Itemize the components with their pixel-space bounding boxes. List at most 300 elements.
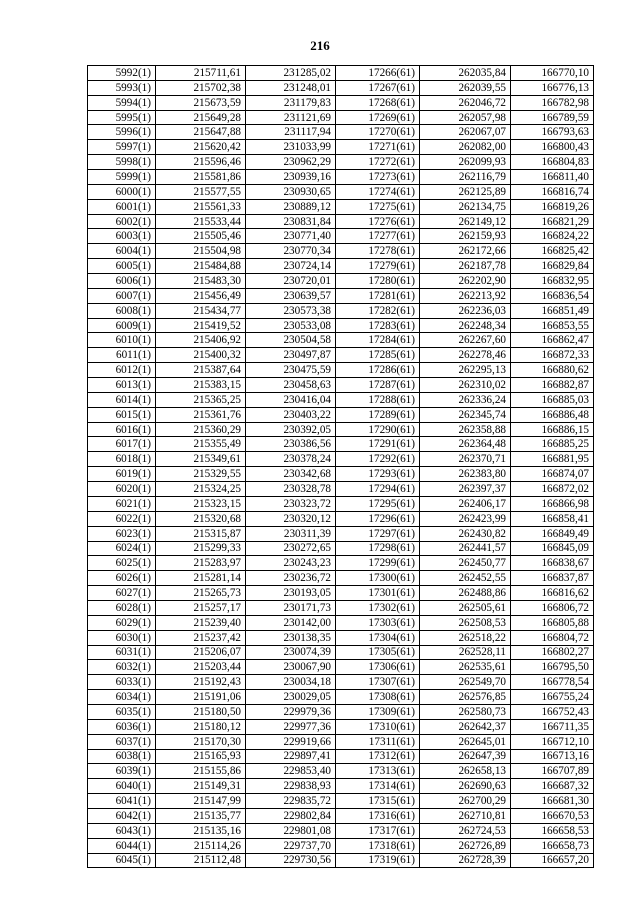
x-coordinate-cell: 262397,37 <box>420 482 511 497</box>
y-coordinate-cell: 230243,23 <box>246 556 336 571</box>
point-id-cell: 17285(61) <box>336 348 420 363</box>
table-row <box>88 229 594 244</box>
y-coordinate-cell: 166881,95 <box>511 452 594 467</box>
table-row <box>88 496 594 511</box>
point-id-cell: 17319(61) <box>336 853 420 868</box>
x-coordinate-cell: 215649,28 <box>156 110 246 125</box>
x-coordinate-cell: 215504,98 <box>156 244 246 259</box>
x-coordinate-cell: 262441,57 <box>420 541 511 556</box>
point-id-cell: 6015(1) <box>88 407 156 422</box>
y-coordinate-cell: 230771,40 <box>246 229 336 244</box>
table-row <box>88 704 594 719</box>
x-coordinate-cell: 262452,55 <box>420 571 511 586</box>
x-coordinate-cell: 215180,12 <box>156 719 246 734</box>
x-coordinate-cell: 262039,55 <box>420 80 511 95</box>
y-coordinate-cell: 166657,20 <box>511 853 594 868</box>
x-coordinate-cell: 215170,30 <box>156 734 246 749</box>
table-row <box>88 600 594 615</box>
y-coordinate-cell: 229802,84 <box>246 808 336 823</box>
point-id-cell: 17307(61) <box>336 675 420 690</box>
page-number: 216 <box>310 38 330 53</box>
table-row <box>88 630 594 645</box>
point-id-cell: 6017(1) <box>88 437 156 452</box>
y-coordinate-cell: 166821,29 <box>511 214 594 229</box>
y-coordinate-cell: 166800,43 <box>511 140 594 155</box>
y-coordinate-cell: 230193,05 <box>246 586 336 601</box>
point-id-cell: 17300(61) <box>336 571 420 586</box>
table-row <box>88 645 594 660</box>
y-coordinate-cell: 166853,55 <box>511 318 594 333</box>
point-id-cell: 17315(61) <box>336 794 420 809</box>
point-id-cell: 6020(1) <box>88 482 156 497</box>
point-id-cell: 17272(61) <box>336 155 420 170</box>
point-id-cell: 17276(61) <box>336 214 420 229</box>
x-coordinate-cell: 262724,53 <box>420 823 511 838</box>
y-coordinate-cell: 230342,68 <box>246 467 336 482</box>
point-id-cell: 5996(1) <box>88 125 156 140</box>
point-id-cell: 17274(61) <box>336 184 420 199</box>
x-coordinate-cell: 262505,61 <box>420 600 511 615</box>
x-coordinate-cell: 262726,89 <box>420 838 511 853</box>
y-coordinate-cell: 230504,58 <box>246 333 336 348</box>
table-row <box>88 288 594 303</box>
y-coordinate-cell: 231117,94 <box>246 125 336 140</box>
x-coordinate-cell: 262645,01 <box>420 734 511 749</box>
y-coordinate-cell: 229979,36 <box>246 704 336 719</box>
y-coordinate-cell: 166872,02 <box>511 482 594 497</box>
y-coordinate-cell: 166880,62 <box>511 363 594 378</box>
point-id-cell: 6010(1) <box>88 333 156 348</box>
x-coordinate-cell: 262508,53 <box>420 615 511 630</box>
y-coordinate-cell: 230272,65 <box>246 541 336 556</box>
y-coordinate-cell: 166755,24 <box>511 690 594 705</box>
point-id-cell: 17298(61) <box>336 541 420 556</box>
x-coordinate-cell: 262125,89 <box>420 184 511 199</box>
x-coordinate-cell: 262278,46 <box>420 348 511 363</box>
point-id-cell: 6036(1) <box>88 719 156 734</box>
x-coordinate-cell: 215315,87 <box>156 526 246 541</box>
x-coordinate-cell: 262159,93 <box>420 229 511 244</box>
x-coordinate-cell: 215155,86 <box>156 764 246 779</box>
point-id-cell: 6032(1) <box>88 660 156 675</box>
point-id-cell: 6045(1) <box>88 853 156 868</box>
y-coordinate-cell: 166687,32 <box>511 779 594 794</box>
point-id-cell: 17303(61) <box>336 615 420 630</box>
x-coordinate-cell: 215383,15 <box>156 378 246 393</box>
x-coordinate-cell: 262576,85 <box>420 690 511 705</box>
table-row <box>88 274 594 289</box>
point-id-cell: 17314(61) <box>336 779 420 794</box>
table-row <box>88 259 594 274</box>
y-coordinate-cell: 166885,03 <box>511 392 594 407</box>
y-coordinate-cell: 166789,59 <box>511 110 594 125</box>
point-id-cell: 17277(61) <box>336 229 420 244</box>
point-id-cell: 17292(61) <box>336 452 420 467</box>
y-coordinate-cell: 230323,72 <box>246 496 336 511</box>
table-row <box>88 571 594 586</box>
y-coordinate-cell: 230034,18 <box>246 675 336 690</box>
y-coordinate-cell: 166816,62 <box>511 586 594 601</box>
point-id-cell: 6006(1) <box>88 274 156 289</box>
x-coordinate-cell: 215239,40 <box>156 615 246 630</box>
x-coordinate-cell: 262046,72 <box>420 95 511 110</box>
point-id-cell: 6038(1) <box>88 749 156 764</box>
point-id-cell: 6028(1) <box>88 600 156 615</box>
x-coordinate-cell: 215361,76 <box>156 407 246 422</box>
point-id-cell: 6033(1) <box>88 675 156 690</box>
point-id-cell: 6019(1) <box>88 467 156 482</box>
table-row <box>88 170 594 185</box>
x-coordinate-cell: 262549,70 <box>420 675 511 690</box>
x-coordinate-cell: 262202,90 <box>420 274 511 289</box>
table-row <box>88 541 594 556</box>
point-id-cell: 5999(1) <box>88 170 156 185</box>
point-id-cell: 6024(1) <box>88 541 156 556</box>
y-coordinate-cell: 230724,14 <box>246 259 336 274</box>
x-coordinate-cell: 215323,15 <box>156 496 246 511</box>
y-coordinate-cell: 230416,04 <box>246 392 336 407</box>
point-id-cell: 17299(61) <box>336 556 420 571</box>
y-coordinate-cell: 166858,41 <box>511 511 594 526</box>
table-row <box>88 794 594 809</box>
y-coordinate-cell: 166711,35 <box>511 719 594 734</box>
x-coordinate-cell: 262710,81 <box>420 808 511 823</box>
x-coordinate-cell: 215483,30 <box>156 274 246 289</box>
y-coordinate-cell: 229838,93 <box>246 779 336 794</box>
point-id-cell: 6037(1) <box>88 734 156 749</box>
x-coordinate-cell: 262647,39 <box>420 749 511 764</box>
point-id-cell: 17289(61) <box>336 407 420 422</box>
x-coordinate-cell: 215711,61 <box>156 66 246 81</box>
point-id-cell: 6009(1) <box>88 318 156 333</box>
y-coordinate-cell: 229977,36 <box>246 719 336 734</box>
x-coordinate-cell: 215191,06 <box>156 690 246 705</box>
x-coordinate-cell: 215165,93 <box>156 749 246 764</box>
x-coordinate-cell: 215329,55 <box>156 467 246 482</box>
y-coordinate-cell: 230328,78 <box>246 482 336 497</box>
x-coordinate-cell: 215237,42 <box>156 630 246 645</box>
y-coordinate-cell: 166838,67 <box>511 556 594 571</box>
x-coordinate-cell: 262430,82 <box>420 526 511 541</box>
point-id-cell: 17290(61) <box>336 422 420 437</box>
x-coordinate-cell: 215620,42 <box>156 140 246 155</box>
point-id-cell: 17286(61) <box>336 363 420 378</box>
y-coordinate-cell: 166782,98 <box>511 95 594 110</box>
coordinates-table <box>87 65 594 868</box>
x-coordinate-cell: 215149,31 <box>156 779 246 794</box>
x-coordinate-cell: 215577,55 <box>156 184 246 199</box>
x-coordinate-cell: 215320,68 <box>156 511 246 526</box>
y-coordinate-cell: 230320,12 <box>246 511 336 526</box>
y-coordinate-cell: 166811,40 <box>511 170 594 185</box>
x-coordinate-cell: 215180,50 <box>156 704 246 719</box>
point-id-cell: 6044(1) <box>88 838 156 853</box>
x-coordinate-cell: 262116,79 <box>420 170 511 185</box>
y-coordinate-cell: 230458,63 <box>246 378 336 393</box>
x-coordinate-cell: 262149,12 <box>420 214 511 229</box>
table-row <box>88 660 594 675</box>
y-coordinate-cell: 230029,05 <box>246 690 336 705</box>
point-id-cell: 6039(1) <box>88 764 156 779</box>
point-id-cell: 17291(61) <box>336 437 420 452</box>
table-row <box>88 586 594 601</box>
point-id-cell: 17267(61) <box>336 80 420 95</box>
x-coordinate-cell: 262488,86 <box>420 586 511 601</box>
x-coordinate-cell: 215365,25 <box>156 392 246 407</box>
point-id-cell: 5995(1) <box>88 110 156 125</box>
y-coordinate-cell: 230533,08 <box>246 318 336 333</box>
table-row <box>88 764 594 779</box>
x-coordinate-cell: 215206,07 <box>156 645 246 660</box>
point-id-cell: 6003(1) <box>88 229 156 244</box>
y-coordinate-cell: 166681,30 <box>511 794 594 809</box>
point-id-cell: 6041(1) <box>88 794 156 809</box>
table-row <box>88 467 594 482</box>
point-id-cell: 6000(1) <box>88 184 156 199</box>
point-id-cell: 17275(61) <box>336 199 420 214</box>
y-coordinate-cell: 230770,34 <box>246 244 336 259</box>
x-coordinate-cell: 262658,13 <box>420 764 511 779</box>
table-row <box>88 363 594 378</box>
y-coordinate-cell: 166874,07 <box>511 467 594 482</box>
y-coordinate-cell: 166658,53 <box>511 823 594 838</box>
table-row <box>88 823 594 838</box>
table-row <box>88 734 594 749</box>
y-coordinate-cell: 166886,48 <box>511 407 594 422</box>
point-id-cell: 17288(61) <box>336 392 420 407</box>
x-coordinate-cell: 262035,84 <box>420 66 511 81</box>
y-coordinate-cell: 166795,50 <box>511 660 594 675</box>
table-row <box>88 482 594 497</box>
y-coordinate-cell: 230311,39 <box>246 526 336 541</box>
x-coordinate-cell: 215673,59 <box>156 95 246 110</box>
y-coordinate-cell: 166862,47 <box>511 333 594 348</box>
table-row <box>88 244 594 259</box>
x-coordinate-cell: 215192,43 <box>156 675 246 690</box>
point-id-cell: 17312(61) <box>336 749 420 764</box>
point-id-cell: 17302(61) <box>336 600 420 615</box>
y-coordinate-cell: 166804,83 <box>511 155 594 170</box>
y-coordinate-cell: 166778,54 <box>511 675 594 690</box>
point-id-cell: 17287(61) <box>336 378 420 393</box>
table-row <box>88 95 594 110</box>
point-id-cell: 6027(1) <box>88 586 156 601</box>
y-coordinate-cell: 230067,90 <box>246 660 336 675</box>
point-id-cell: 17306(61) <box>336 660 420 675</box>
y-coordinate-cell: 166805,88 <box>511 615 594 630</box>
y-coordinate-cell: 229897,41 <box>246 749 336 764</box>
point-id-cell: 6016(1) <box>88 422 156 437</box>
y-coordinate-cell: 230889,12 <box>246 199 336 214</box>
x-coordinate-cell: 215387,64 <box>156 363 246 378</box>
y-coordinate-cell: 230939,16 <box>246 170 336 185</box>
point-id-cell: 5994(1) <box>88 95 156 110</box>
table-row <box>88 303 594 318</box>
x-coordinate-cell: 215505,46 <box>156 229 246 244</box>
point-id-cell: 17283(61) <box>336 318 420 333</box>
point-id-cell: 6043(1) <box>88 823 156 838</box>
y-coordinate-cell: 230236,72 <box>246 571 336 586</box>
point-id-cell: 17313(61) <box>336 764 420 779</box>
y-coordinate-cell: 229737,70 <box>246 838 336 853</box>
table-row <box>88 378 594 393</box>
x-coordinate-cell: 215533,44 <box>156 214 246 229</box>
y-coordinate-cell: 231121,69 <box>246 110 336 125</box>
point-id-cell: 6018(1) <box>88 452 156 467</box>
point-id-cell: 5997(1) <box>88 140 156 155</box>
table-row <box>88 615 594 630</box>
x-coordinate-cell: 215135,16 <box>156 823 246 838</box>
x-coordinate-cell: 215349,61 <box>156 452 246 467</box>
table-row <box>88 749 594 764</box>
table-row <box>88 437 594 452</box>
x-coordinate-cell: 262580,73 <box>420 704 511 719</box>
x-coordinate-cell: 215135,77 <box>156 808 246 823</box>
y-coordinate-cell: 166824,22 <box>511 229 594 244</box>
point-id-cell: 6004(1) <box>88 244 156 259</box>
table-row <box>88 407 594 422</box>
point-id-cell: 6002(1) <box>88 214 156 229</box>
y-coordinate-cell: 230378,24 <box>246 452 336 467</box>
table-row <box>88 511 594 526</box>
point-id-cell: 17281(61) <box>336 288 420 303</box>
x-coordinate-cell: 262383,80 <box>420 467 511 482</box>
x-coordinate-cell: 262528,11 <box>420 645 511 660</box>
point-id-cell: 17305(61) <box>336 645 420 660</box>
point-id-cell: 6029(1) <box>88 615 156 630</box>
point-id-cell: 5998(1) <box>88 155 156 170</box>
point-id-cell: 6023(1) <box>88 526 156 541</box>
y-coordinate-cell: 166825,42 <box>511 244 594 259</box>
point-id-cell: 17310(61) <box>336 719 420 734</box>
x-coordinate-cell: 215456,49 <box>156 288 246 303</box>
x-coordinate-cell: 262535,61 <box>420 660 511 675</box>
x-coordinate-cell: 262057,98 <box>420 110 511 125</box>
y-coordinate-cell: 166836,54 <box>511 288 594 303</box>
y-coordinate-cell: 166713,16 <box>511 749 594 764</box>
x-coordinate-cell: 215406,92 <box>156 333 246 348</box>
table-row <box>88 526 594 541</box>
x-coordinate-cell: 262690,63 <box>420 779 511 794</box>
x-coordinate-cell: 215581,86 <box>156 170 246 185</box>
x-coordinate-cell: 262364,48 <box>420 437 511 452</box>
table-row <box>88 66 594 81</box>
y-coordinate-cell: 230962,29 <box>246 155 336 170</box>
x-coordinate-cell: 262187,78 <box>420 259 511 274</box>
x-coordinate-cell: 262345,74 <box>420 407 511 422</box>
y-coordinate-cell: 166816,74 <box>511 184 594 199</box>
y-coordinate-cell: 229730,56 <box>246 853 336 868</box>
y-coordinate-cell: 230831,84 <box>246 214 336 229</box>
point-id-cell: 17294(61) <box>336 482 420 497</box>
y-coordinate-cell: 231179,83 <box>246 95 336 110</box>
y-coordinate-cell: 230930,65 <box>246 184 336 199</box>
x-coordinate-cell: 215281,14 <box>156 571 246 586</box>
point-id-cell: 6042(1) <box>88 808 156 823</box>
table-row <box>88 184 594 199</box>
y-coordinate-cell: 230475,59 <box>246 363 336 378</box>
x-coordinate-cell: 215324,25 <box>156 482 246 497</box>
point-id-cell: 17318(61) <box>336 838 420 853</box>
table-row <box>88 110 594 125</box>
x-coordinate-cell: 262067,07 <box>420 125 511 140</box>
point-id-cell: 17284(61) <box>336 333 420 348</box>
table-row <box>88 140 594 155</box>
point-id-cell: 17316(61) <box>336 808 420 823</box>
table-row <box>88 719 594 734</box>
y-coordinate-cell: 166770,10 <box>511 66 594 81</box>
y-coordinate-cell: 166885,25 <box>511 437 594 452</box>
y-coordinate-cell: 230171,73 <box>246 600 336 615</box>
y-coordinate-cell: 230386,56 <box>246 437 336 452</box>
x-coordinate-cell: 215257,17 <box>156 600 246 615</box>
x-coordinate-cell: 215360,29 <box>156 422 246 437</box>
point-id-cell: 17295(61) <box>336 496 420 511</box>
point-id-cell: 5992(1) <box>88 66 156 81</box>
table-row <box>88 808 594 823</box>
point-id-cell: 6034(1) <box>88 690 156 705</box>
y-coordinate-cell: 231033,99 <box>246 140 336 155</box>
table-row <box>88 853 594 868</box>
point-id-cell: 6007(1) <box>88 288 156 303</box>
table-row <box>88 779 594 794</box>
point-id-cell: 5993(1) <box>88 80 156 95</box>
table-row <box>88 392 594 407</box>
table-row <box>88 318 594 333</box>
table-row <box>88 199 594 214</box>
point-id-cell: 17271(61) <box>336 140 420 155</box>
point-id-cell: 6008(1) <box>88 303 156 318</box>
x-coordinate-cell: 262248,34 <box>420 318 511 333</box>
x-coordinate-cell: 262099,93 <box>420 155 511 170</box>
point-id-cell: 17304(61) <box>336 630 420 645</box>
y-coordinate-cell: 229853,40 <box>246 764 336 779</box>
point-id-cell: 6040(1) <box>88 779 156 794</box>
table-row <box>88 125 594 140</box>
x-coordinate-cell: 215400,32 <box>156 348 246 363</box>
y-coordinate-cell: 166849,49 <box>511 526 594 541</box>
x-coordinate-cell: 215112,48 <box>156 853 246 868</box>
x-coordinate-cell: 262295,13 <box>420 363 511 378</box>
x-coordinate-cell: 262134,75 <box>420 199 511 214</box>
point-id-cell: 6013(1) <box>88 378 156 393</box>
x-coordinate-cell: 262370,71 <box>420 452 511 467</box>
y-coordinate-cell: 230639,57 <box>246 288 336 303</box>
table-row <box>88 675 594 690</box>
y-coordinate-cell: 166658,73 <box>511 838 594 853</box>
point-id-cell: 6005(1) <box>88 259 156 274</box>
y-coordinate-cell: 166793,63 <box>511 125 594 140</box>
y-coordinate-cell: 166886,15 <box>511 422 594 437</box>
point-id-cell: 17269(61) <box>336 110 420 125</box>
y-coordinate-cell: 166851,49 <box>511 303 594 318</box>
point-id-cell: 17279(61) <box>336 259 420 274</box>
x-coordinate-cell: 262728,39 <box>420 853 511 868</box>
point-id-cell: 6022(1) <box>88 511 156 526</box>
y-coordinate-cell: 166806,72 <box>511 600 594 615</box>
y-coordinate-cell: 166804,72 <box>511 630 594 645</box>
y-coordinate-cell: 230497,87 <box>246 348 336 363</box>
point-id-cell: 17282(61) <box>336 303 420 318</box>
y-coordinate-cell: 229801,08 <box>246 823 336 838</box>
point-id-cell: 6021(1) <box>88 496 156 511</box>
x-coordinate-cell: 215299,33 <box>156 541 246 556</box>
y-coordinate-cell: 230720,01 <box>246 274 336 289</box>
y-coordinate-cell: 229919,66 <box>246 734 336 749</box>
point-id-cell: 6025(1) <box>88 556 156 571</box>
x-coordinate-cell: 215114,26 <box>156 838 246 853</box>
x-coordinate-cell: 215647,88 <box>156 125 246 140</box>
